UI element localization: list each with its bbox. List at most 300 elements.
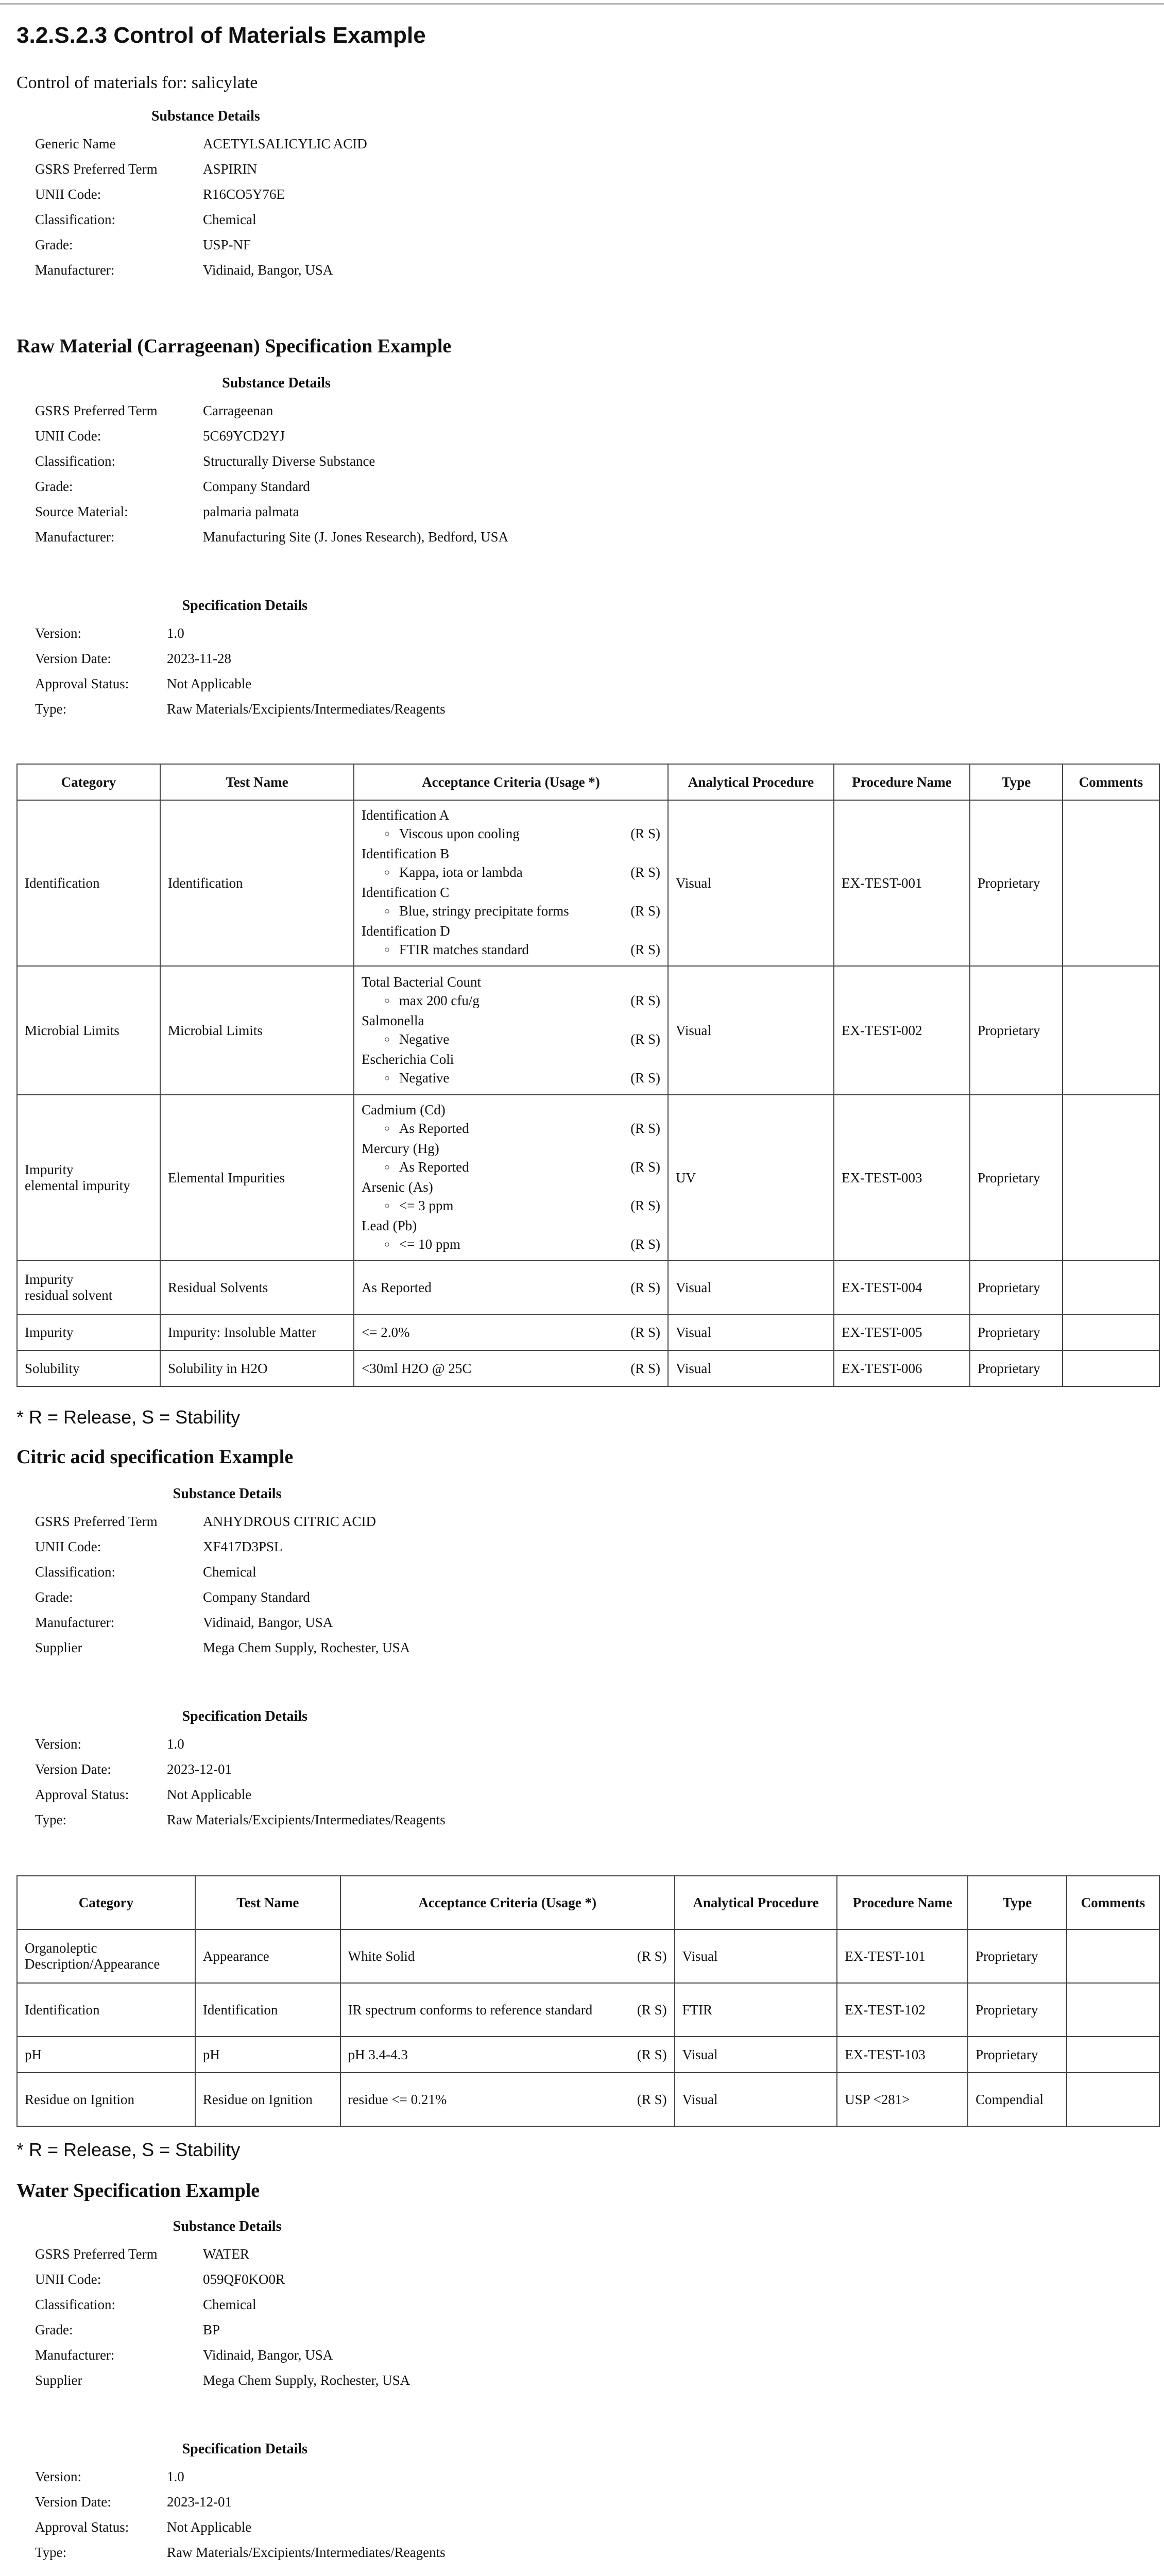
details-row bbox=[35, 453, 518, 469]
details-caption: Specification Details bbox=[182, 1708, 307, 1724]
criteria-item bbox=[362, 1069, 660, 1089]
category-line: Identification bbox=[25, 2002, 100, 2018]
criteria-usage: (R S) bbox=[630, 1280, 660, 1295]
criteria-heading bbox=[348, 2001, 667, 2019]
details-value: 1.0 bbox=[167, 1736, 184, 1752]
details-key: Manufacturer: bbox=[35, 2347, 115, 2363]
criteria-item bbox=[362, 991, 660, 1011]
criteria-usage: (R S) bbox=[630, 1070, 660, 1086]
category-line: Solubility bbox=[25, 1360, 80, 1376]
criteria-heading bbox=[362, 1323, 660, 1342]
criteria-item bbox=[362, 1196, 660, 1216]
criteria-text: Identification C bbox=[362, 885, 450, 900]
column-header: Analytical Procedure bbox=[668, 764, 834, 800]
details-row bbox=[35, 625, 455, 641]
criteria-text: ○ max 200 cfu/g bbox=[362, 991, 480, 1011]
analytical-procedure-cell: Visual bbox=[675, 2037, 837, 2073]
details-value: Structurally Diverse Substance bbox=[203, 453, 375, 469]
details-value: WATER bbox=[203, 2246, 249, 2262]
acceptance-criteria-cell bbox=[340, 1929, 675, 1983]
criteria-heading bbox=[362, 806, 660, 824]
details-row bbox=[35, 2545, 455, 2561]
column-header: Type bbox=[970, 764, 1063, 800]
criteria-text: Arsenic (As) bbox=[362, 1179, 433, 1195]
details-caption: Specification Details bbox=[182, 2441, 307, 2457]
details-key: Version Date: bbox=[35, 2494, 111, 2510]
details-row bbox=[35, 1787, 455, 1803]
details-row bbox=[35, 136, 376, 152]
criteria-usage: (R S) bbox=[630, 1121, 660, 1136]
details-row bbox=[35, 161, 376, 177]
type-cell: Proprietary bbox=[970, 1261, 1063, 1314]
details-row bbox=[35, 701, 455, 717]
category-line: residual solvent bbox=[25, 1287, 113, 1303]
details-key: Classification: bbox=[35, 1564, 115, 1580]
details-value: Chemical bbox=[203, 2297, 256, 2312]
details-key: Supplier bbox=[35, 2372, 82, 2388]
criteria-heading bbox=[362, 1216, 660, 1235]
details-row bbox=[35, 651, 455, 667]
criteria-usage: (R S) bbox=[637, 1948, 667, 1964]
table-row bbox=[17, 1983, 1159, 2037]
criteria-text: Cadmium (Cd) bbox=[362, 1102, 446, 1117]
table-row bbox=[17, 966, 1159, 1095]
details-key: Manufacturer: bbox=[35, 1615, 115, 1630]
analytical-procedure-cell: Visual bbox=[668, 1261, 834, 1314]
carrageenan-footnote: * R = Release, S = Stability bbox=[16, 1406, 241, 1428]
criteria-usage: (R S) bbox=[630, 1031, 660, 1047]
acceptance-criteria-cell bbox=[354, 1261, 668, 1314]
test-name-cell: Elemental Impurities bbox=[160, 1095, 354, 1261]
details-value: Not Applicable bbox=[167, 676, 252, 691]
details-key: Manufacturer: bbox=[35, 529, 115, 545]
analytical-procedure-cell: Visual bbox=[668, 966, 834, 1095]
acceptance-criteria-cell bbox=[354, 1350, 668, 1386]
category-cell bbox=[17, 1095, 160, 1261]
test-name-cell: Residue on Ignition bbox=[195, 2073, 340, 2126]
details-row bbox=[35, 2322, 419, 2338]
details-value: Raw Materials/Excipients/Intermediates/Reagents bbox=[167, 701, 446, 717]
details-row bbox=[35, 212, 376, 228]
criteria-text: pH 3.4-4.3 bbox=[348, 2047, 408, 2062]
details-value: 1.0 bbox=[167, 625, 184, 641]
details-key: Grade: bbox=[35, 237, 73, 252]
details-key: UNII Code: bbox=[35, 2272, 101, 2287]
page-subtitle: Control of materials for: salicylate bbox=[16, 73, 258, 92]
details-value: ASPIRIN bbox=[203, 161, 258, 177]
type-cell: Proprietary bbox=[970, 800, 1063, 966]
analytical-procedure-cell: Visual bbox=[668, 1350, 834, 1386]
comments-cell bbox=[1067, 2073, 1159, 2126]
details-row bbox=[35, 479, 518, 495]
criteria-usage: (R S) bbox=[630, 992, 660, 1008]
procedure-name-cell: EX-TEST-005 bbox=[834, 1314, 970, 1350]
category-cell bbox=[17, 2073, 195, 2126]
analytical-procedure-cell: Visual bbox=[668, 1314, 834, 1350]
details-value: Mega Chem Supply, Rochester, USA bbox=[203, 1640, 410, 1655]
analytical-procedure-cell: UV bbox=[668, 1095, 834, 1261]
criteria-item bbox=[362, 1030, 660, 1050]
details-row bbox=[35, 2469, 455, 2485]
details-row bbox=[35, 1564, 419, 1580]
details-row bbox=[35, 1761, 455, 1777]
analytical-procedure-cell: FTIR bbox=[675, 1983, 837, 2037]
details-value: 059QF0KO0R bbox=[203, 2272, 285, 2287]
details-value: ANHYDROUS CITRIC ACID bbox=[203, 1514, 376, 1529]
category-line: Impurity bbox=[25, 1324, 74, 1340]
criteria-text: Mercury (Hg) bbox=[362, 1141, 439, 1156]
table-row bbox=[17, 800, 1159, 966]
criteria-usage: (R S) bbox=[630, 942, 660, 957]
comments-cell bbox=[1063, 800, 1159, 966]
details-row bbox=[35, 2372, 419, 2388]
category-cell bbox=[17, 1314, 160, 1350]
details-row bbox=[35, 1615, 419, 1631]
details-value: Raw Materials/Excipients/Intermediates/Reagents bbox=[167, 2545, 446, 2560]
water-substance-details bbox=[26, 2218, 429, 2398]
category-line: Description/Appearance bbox=[25, 1956, 160, 1972]
details-key: UNII Code: bbox=[35, 1539, 101, 1554]
type-cell: Proprietary bbox=[970, 966, 1063, 1095]
criteria-text: ○ Negative bbox=[362, 1030, 449, 1050]
details-row bbox=[35, 1589, 419, 1605]
criteria-text: Salmonella bbox=[362, 1012, 424, 1028]
criteria-heading bbox=[348, 1947, 667, 1965]
details-key: UNII Code: bbox=[35, 428, 101, 444]
details-value: BP bbox=[203, 2322, 220, 2337]
category-cell bbox=[17, 1350, 160, 1386]
type-cell: Proprietary bbox=[968, 2037, 1067, 2073]
criteria-text: ○ Kappa, iota or lambda bbox=[362, 863, 523, 883]
criteria-usage: (R S) bbox=[630, 1159, 660, 1175]
category-line: Organoleptic bbox=[25, 1940, 97, 1956]
test-name-cell: Microbial Limits bbox=[160, 966, 354, 1095]
details-key: Version: bbox=[35, 2469, 81, 2484]
comments-cell bbox=[1067, 1929, 1159, 1983]
column-header: Type bbox=[968, 1876, 1067, 1929]
details-value: Company Standard bbox=[203, 479, 310, 494]
details-key: UNII Code: bbox=[35, 187, 101, 202]
column-header: Category bbox=[17, 764, 160, 800]
procedure-name-cell: USP <281> bbox=[837, 2073, 968, 2126]
criteria-text: Identification B bbox=[362, 846, 450, 861]
type-cell: Proprietary bbox=[970, 1095, 1063, 1261]
criteria-heading bbox=[362, 1050, 660, 1069]
details-key: GSRS Preferred Term bbox=[35, 2246, 158, 2262]
details-key: Classification: bbox=[35, 212, 115, 227]
details-key: Classification: bbox=[35, 2297, 115, 2312]
table-row bbox=[17, 1350, 1159, 1386]
comments-cell bbox=[1067, 1983, 1159, 2037]
carrageenan-heading: Raw Material (Carrageenan) Specification Example bbox=[16, 335, 452, 357]
category-line: Microbial Limits bbox=[25, 1022, 119, 1038]
criteria-text: <30ml H2O @ 25C bbox=[362, 1361, 472, 1376]
criteria-text: As Reported bbox=[362, 1280, 432, 1295]
criteria-heading bbox=[362, 1011, 660, 1030]
comments-cell bbox=[1063, 1350, 1159, 1386]
citric-substance-details bbox=[26, 1486, 429, 1665]
details-key: Type: bbox=[35, 2545, 67, 2560]
category-cell bbox=[17, 2037, 195, 2073]
citric-spec-table bbox=[16, 1875, 1160, 2127]
details-row bbox=[35, 1640, 419, 1656]
procedure-name-cell: EX-TEST-003 bbox=[834, 1095, 970, 1261]
category-line: Identification bbox=[25, 875, 100, 891]
details-value: XF417D3PSL bbox=[203, 1539, 283, 1554]
column-header: Comments bbox=[1063, 764, 1159, 800]
criteria-text: ○ <= 3 ppm bbox=[362, 1196, 453, 1216]
details-row bbox=[35, 2246, 419, 2262]
category-line: elemental impurity bbox=[25, 1178, 130, 1193]
details-row bbox=[35, 1514, 419, 1530]
acceptance-criteria-cell bbox=[354, 966, 668, 1095]
criteria-text: <= 2.0% bbox=[362, 1325, 410, 1340]
details-key: Manufacturer: bbox=[35, 262, 115, 278]
details-row bbox=[35, 262, 376, 278]
table-row bbox=[17, 1261, 1159, 1314]
acceptance-criteria-cell bbox=[354, 1095, 668, 1261]
details-row bbox=[35, 237, 376, 253]
details-row bbox=[35, 187, 376, 202]
criteria-heading bbox=[362, 922, 660, 940]
details-key: Approval Status: bbox=[35, 2519, 129, 2535]
details-value: Not Applicable bbox=[167, 2519, 252, 2535]
details-row bbox=[35, 1736, 455, 1752]
category-cell bbox=[17, 1983, 195, 2037]
test-name-cell: Identification bbox=[195, 1983, 340, 2037]
criteria-item bbox=[362, 824, 660, 844]
table-row bbox=[17, 1095, 1159, 1261]
criteria-text: Lead (Pb) bbox=[362, 1218, 417, 1233]
category-line: Impurity bbox=[25, 1272, 74, 1287]
salicylate-substance-details bbox=[26, 108, 386, 287]
analytical-procedure-cell: Visual bbox=[675, 1929, 837, 1983]
test-name-cell: Impurity: Insoluble Matter bbox=[160, 1314, 354, 1350]
analytical-procedure-cell: Visual bbox=[668, 800, 834, 966]
details-row bbox=[35, 529, 518, 545]
criteria-text: ○ FTIR matches standard bbox=[362, 940, 529, 960]
criteria-text: ○ Blue, stringy precipitate forms bbox=[362, 902, 569, 922]
table-row bbox=[17, 2037, 1159, 2073]
comments-cell bbox=[1063, 1261, 1159, 1314]
details-key: GSRS Preferred Term bbox=[35, 161, 158, 177]
test-name-cell: Appearance bbox=[195, 1929, 340, 1983]
details-key: Type: bbox=[35, 1812, 67, 1827]
details-key: Version Date: bbox=[35, 1761, 111, 1777]
details-row bbox=[35, 2297, 419, 2313]
details-value: Vidinaid, Bangor, USA bbox=[203, 262, 333, 278]
water-specification-details bbox=[26, 2441, 464, 2570]
criteria-usage: (R S) bbox=[630, 1325, 660, 1340]
details-value: Chemical bbox=[203, 1564, 256, 1580]
details-row bbox=[35, 2347, 419, 2363]
criteria-usage: (R S) bbox=[630, 1236, 660, 1252]
category-line: pH bbox=[25, 2046, 42, 2062]
criteria-text: ○ As Reported bbox=[362, 1158, 469, 1178]
procedure-name-cell: EX-TEST-103 bbox=[837, 2037, 968, 2073]
criteria-heading bbox=[362, 844, 660, 863]
header-row bbox=[17, 764, 1159, 800]
criteria-text: IR spectrum conforms to reference standard bbox=[348, 2002, 593, 2018]
details-row bbox=[35, 504, 518, 520]
criteria-text: ○ <= 10 ppm bbox=[362, 1235, 460, 1255]
column-header: Test Name bbox=[195, 1876, 340, 1929]
acceptance-criteria-cell bbox=[340, 2037, 675, 2073]
criteria-text: ○ Viscous upon cooling bbox=[362, 824, 520, 844]
citric-heading: Citric acid specification Example bbox=[16, 1446, 294, 1468]
details-value: 2023-11-28 bbox=[167, 651, 231, 666]
test-name-cell: Identification bbox=[160, 800, 354, 966]
details-key: Grade: bbox=[35, 479, 73, 494]
column-header: Analytical Procedure bbox=[675, 1876, 837, 1929]
details-value: Not Applicable bbox=[167, 1787, 252, 1802]
criteria-usage: (R S) bbox=[630, 1198, 660, 1213]
acceptance-criteria-cell bbox=[354, 800, 668, 966]
procedure-name-cell: EX-TEST-102 bbox=[837, 1983, 968, 2037]
details-row bbox=[35, 2519, 455, 2535]
table-row bbox=[17, 1314, 1159, 1350]
details-key: GSRS Preferred Term bbox=[35, 1514, 158, 1529]
water-heading: Water Specification Example bbox=[16, 2180, 260, 2201]
header-row bbox=[17, 1876, 1159, 1929]
carrageenan-substance-details bbox=[26, 375, 527, 554]
criteria-text: White Solid bbox=[348, 1948, 415, 1964]
criteria-text: Total Bacterial Count bbox=[362, 974, 482, 990]
details-value: 1.0 bbox=[167, 2469, 184, 2484]
category-cell bbox=[17, 966, 160, 1095]
details-value: Chemical bbox=[203, 212, 256, 227]
criteria-item bbox=[362, 1158, 660, 1178]
details-value: 2023-12-01 bbox=[167, 2494, 232, 2510]
details-row bbox=[35, 1539, 419, 1555]
details-key: GSRS Preferred Term bbox=[35, 403, 158, 418]
criteria-usage: (R S) bbox=[637, 2092, 667, 2107]
details-key: Classification: bbox=[35, 453, 115, 469]
criteria-heading bbox=[362, 883, 660, 902]
details-key: Supplier bbox=[35, 1640, 82, 1655]
procedure-name-cell: EX-TEST-006 bbox=[834, 1350, 970, 1386]
criteria-text: Identification A bbox=[362, 807, 450, 823]
criteria-usage: (R S) bbox=[630, 826, 660, 841]
details-key: Source Material: bbox=[35, 504, 128, 519]
criteria-heading bbox=[362, 973, 660, 991]
type-cell: Proprietary bbox=[968, 1929, 1067, 1983]
test-name-cell: pH bbox=[195, 2037, 340, 2073]
criteria-text: ○ As Reported bbox=[362, 1119, 469, 1139]
details-row bbox=[35, 1812, 455, 1828]
details-value: Vidinaid, Bangor, USA bbox=[203, 1615, 333, 1630]
criteria-usage: (R S) bbox=[630, 903, 660, 919]
comments-cell bbox=[1067, 2037, 1159, 2073]
analytical-procedure-cell: Visual bbox=[675, 2073, 837, 2126]
criteria-heading bbox=[362, 1100, 660, 1119]
criteria-item bbox=[362, 1119, 660, 1139]
criteria-usage: (R S) bbox=[637, 2002, 667, 2018]
column-header: Acceptance Criteria (Usage *) bbox=[340, 1876, 675, 1929]
criteria-item bbox=[362, 940, 660, 960]
details-key: Version: bbox=[35, 1736, 81, 1752]
citric-footnote: * R = Release, S = Stability bbox=[16, 2139, 241, 2160]
procedure-name-cell: EX-TEST-101 bbox=[837, 1929, 968, 1983]
details-value: Manufacturing Site (J. Jones Research), Bedford, USA bbox=[203, 529, 509, 545]
comments-cell bbox=[1063, 1095, 1159, 1261]
details-row bbox=[35, 2272, 419, 2287]
criteria-heading bbox=[362, 1139, 660, 1158]
details-key: Grade: bbox=[35, 2322, 73, 2337]
acceptance-criteria-cell bbox=[340, 1983, 675, 2037]
procedure-name-cell: EX-TEST-002 bbox=[834, 966, 970, 1095]
criteria-text: residue <= 0.21% bbox=[348, 2092, 447, 2107]
criteria-heading bbox=[348, 2045, 667, 2064]
top-rule bbox=[0, 3, 1164, 5]
criteria-heading bbox=[362, 1359, 660, 1378]
citric-specification-details bbox=[26, 1708, 464, 1837]
details-key: Version: bbox=[35, 625, 81, 641]
table-row bbox=[17, 2073, 1159, 2126]
details-caption: Substance Details bbox=[151, 108, 260, 124]
criteria-item bbox=[362, 902, 660, 922]
type-cell: Proprietary bbox=[968, 1983, 1067, 2037]
details-key: Type: bbox=[35, 701, 67, 717]
details-value: R16CO5Y76E bbox=[203, 187, 285, 202]
column-header: Test Name bbox=[160, 764, 354, 800]
details-caption: Substance Details bbox=[222, 375, 331, 391]
details-row bbox=[35, 428, 518, 444]
category-cell bbox=[17, 1261, 160, 1314]
type-cell: Proprietary bbox=[970, 1350, 1063, 1386]
details-value: Carrageenan bbox=[203, 403, 273, 418]
details-caption: Substance Details bbox=[173, 2218, 282, 2234]
column-header: Category bbox=[17, 1876, 195, 1929]
details-caption: Substance Details bbox=[173, 1486, 282, 1502]
column-header: Procedure Name bbox=[834, 764, 970, 800]
criteria-text: ○ Negative bbox=[362, 1069, 449, 1089]
criteria-heading bbox=[362, 1178, 660, 1196]
details-value: Company Standard bbox=[203, 1589, 310, 1605]
column-header: Acceptance Criteria (Usage *) bbox=[354, 764, 668, 800]
category-line: Impurity bbox=[25, 1162, 74, 1177]
comments-cell bbox=[1063, 1314, 1159, 1350]
criteria-usage: (R S) bbox=[630, 1361, 660, 1376]
category-cell bbox=[17, 800, 160, 966]
procedure-name-cell: EX-TEST-001 bbox=[834, 800, 970, 966]
details-value: Raw Materials/Excipients/Intermediates/Reagents bbox=[167, 1812, 446, 1827]
carrageenan-spec-table bbox=[16, 764, 1160, 1387]
details-key: Approval Status: bbox=[35, 676, 129, 691]
criteria-item bbox=[362, 1235, 660, 1255]
details-row bbox=[35, 403, 518, 419]
comments-cell bbox=[1063, 966, 1159, 1095]
details-value: Vidinaid, Bangor, USA bbox=[203, 2347, 333, 2363]
details-row bbox=[35, 676, 455, 692]
details-key: Generic Name bbox=[35, 136, 116, 151]
carrageenan-specification-details bbox=[26, 598, 464, 726]
category-line: Residue on Ignition bbox=[25, 2091, 134, 2107]
criteria-item bbox=[362, 863, 660, 883]
category-cell bbox=[17, 1929, 195, 1983]
column-header: Comments bbox=[1067, 1876, 1159, 1929]
details-row bbox=[35, 2494, 455, 2510]
page-title: 3.2.S.2.3 Control of Materials Example bbox=[16, 23, 426, 48]
criteria-usage: (R S) bbox=[637, 2047, 667, 2062]
criteria-usage: (R S) bbox=[630, 865, 660, 880]
procedure-name-cell: EX-TEST-004 bbox=[834, 1261, 970, 1314]
details-value: palmaria palmata bbox=[203, 504, 299, 519]
type-cell: Proprietary bbox=[970, 1314, 1063, 1350]
acceptance-criteria-cell bbox=[340, 2073, 675, 2126]
details-value: 5C69YCD2YJ bbox=[203, 428, 285, 444]
criteria-text: Escherichia Coli bbox=[362, 1051, 454, 1067]
